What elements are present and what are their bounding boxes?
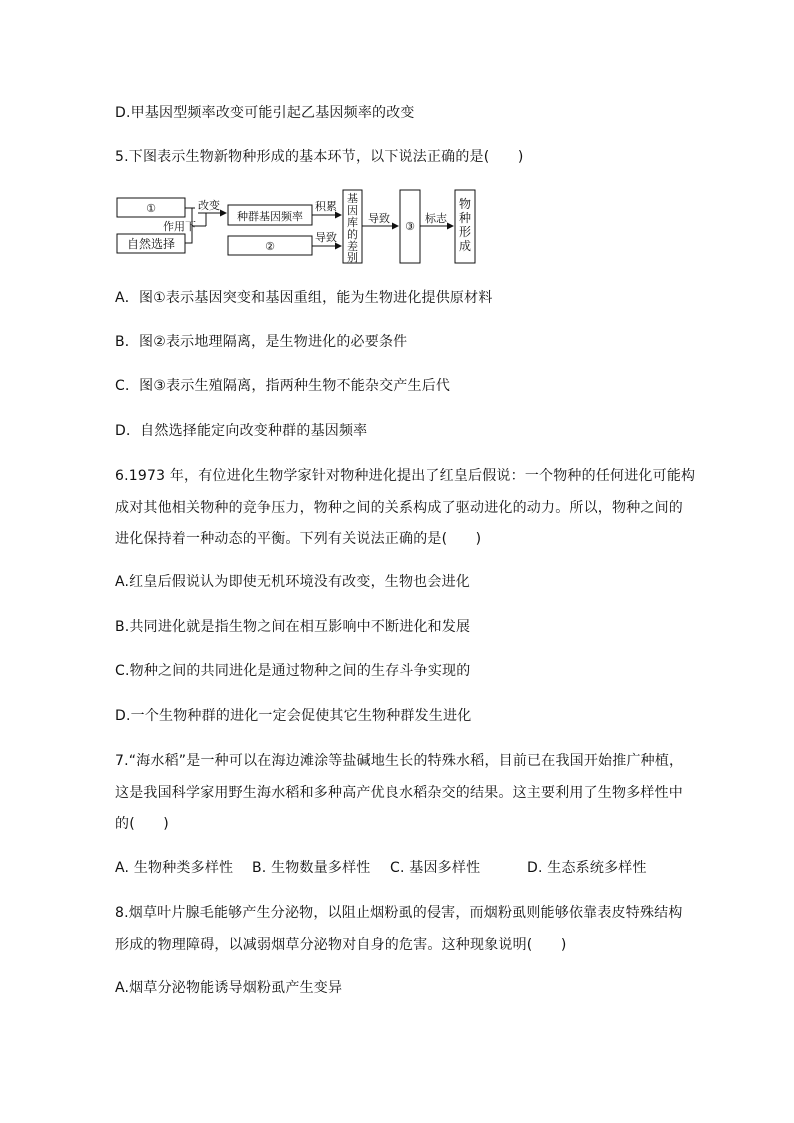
option-c-q5: C．图③表示生殖隔离，指两种生物不能杂交产生后代: [115, 378, 451, 394]
question-5: 5.下图表示生物新物种形成的基本环节，以下说法正确的是( ): [115, 149, 524, 165]
question-6-line-3: 进化保持着一种动态的平衡。下列有关说法正确的是( ): [115, 531, 482, 547]
question-7-line-1: 7.“海水稻”是一种可以在海边滩涂等盐碱地生长的特殊水稻，目前已在我国开始推广种植，: [115, 753, 684, 769]
svg-text:别: 别: [347, 251, 358, 264]
option-d-q6: D.一个生物种群的进化一定会促使其它生物种群发生进化: [115, 708, 472, 724]
option-c-q7: C. 基因多样性: [390, 860, 481, 876]
gene-pool-label: [347, 191, 358, 264]
accumulate-label: 积累: [315, 200, 337, 213]
box-3-label: ③: [405, 220, 415, 233]
svg-text:物: 物: [458, 197, 472, 211]
natural-selection-label: 自然选择: [126, 237, 176, 251]
lead-label-2: 导致: [368, 212, 390, 225]
svg-text:种: 种: [458, 211, 472, 225]
box-2-label: ②: [265, 240, 275, 253]
option-d-q5: D．自然选择能定向改变种群的基因频率: [115, 423, 368, 439]
svg-text:基: 基: [347, 192, 358, 205]
gene-frequency-label: 种群基因频率: [237, 210, 303, 223]
species-formation-label: [459, 196, 471, 253]
svg-text:的: 的: [347, 228, 358, 241]
option-b-q5: B．图②表示地理隔离，是生物进化的必要条件: [115, 334, 408, 350]
lead-label-1: 导致: [315, 231, 337, 244]
question-8-line-1: 8.烟草叶片腺毛能够产生分泌物，以阻止烟粉虱的侵害，而烟粉虱则能够依靠表皮特殊结构: [115, 905, 683, 921]
option-a-q8: A.烟草分泌物能诱导烟粉虱产生变异: [115, 980, 343, 996]
option-a-q5: A．图①表示基因突变和基因重组，能为生物进化提供原材料: [115, 290, 493, 306]
question-7-line-2: 这是我国科学家用野生海水稻和多种高产优良水稻杂交的结果。这主要利用了生物多样性中: [115, 785, 683, 801]
question-7-line-3: 的( ): [115, 816, 169, 832]
mark-label: 标志: [425, 212, 447, 225]
option-c-q6: C.物种之间的共同进化是通过物种之间的生存斗争实现的: [115, 663, 471, 679]
svg-text:库: 库: [347, 216, 358, 229]
option-d-q7: D. 生态系统多样性: [527, 860, 647, 876]
speciation-diagram: [112, 186, 512, 268]
svg-text:成: 成: [458, 239, 472, 253]
svg-text:差: 差: [347, 240, 358, 253]
option-b-q7: B. 生物数量多样性: [252, 860, 371, 876]
question-6-line-1: 6.1973 年，有位进化生物学家针对物种进化提出了红皇后假说：一个物种的任何进化可能构: [115, 468, 696, 484]
option-b-q6: B.共同进化就是指生物之间在相互影响中不断进化和发展: [115, 619, 471, 635]
svg-text:因: 因: [347, 204, 358, 217]
question-6-line-2: 成对其他相关物种的竞争压力，物种之间的关系构成了驱动进化的动力。所以，物种之间的: [115, 500, 683, 516]
change-label: 改变: [198, 199, 220, 212]
svg-text:形: 形: [458, 225, 472, 239]
acting-label: 作用下: [163, 220, 196, 233]
question-8-line-2: 形成的物理障碍，以减弱烟草分泌物对自身的危害。这种现象说明( ): [115, 937, 567, 953]
option-d-q4: D.甲基因型频率改变可能引起乙基因频率的改变: [115, 105, 415, 121]
box-1-label: ①: [146, 202, 156, 215]
option-a-q6: A.红皇后假说认为即使无机环境没有改变，生物也会进化: [115, 574, 470, 590]
option-a-q7: A. 生物种类多样性: [115, 860, 234, 876]
